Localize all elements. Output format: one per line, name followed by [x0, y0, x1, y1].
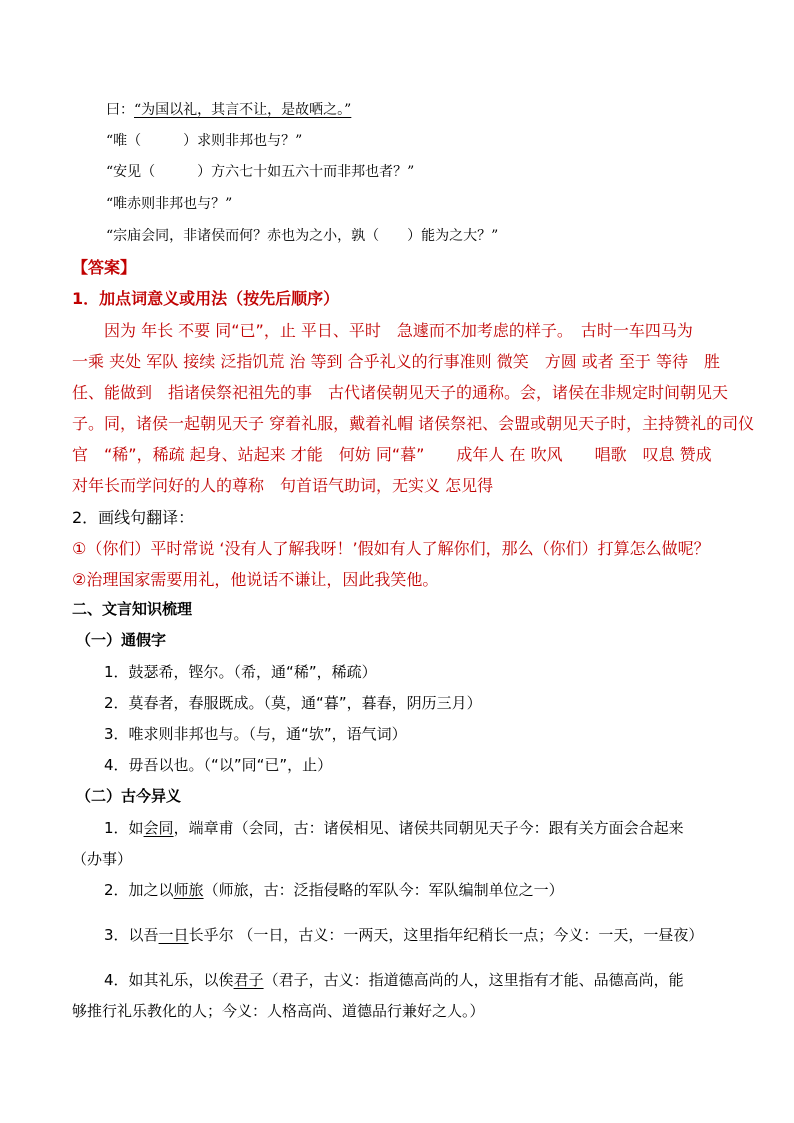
- passage-line-4: “唯赤则非邦也与？”: [106, 196, 233, 212]
- passage-line-5: “宗庙会同，非诸侯而何？赤也为之小，孰（ ）能为之大？”: [106, 228, 499, 244]
- gujin-item-4: 4．如其礼乐，以俟君子（君子，古义：指道德高尚的人，这里指有才能、品德高尚，能: [104, 971, 684, 989]
- tongjia-item-4: 4．毋吾以也。（“以”同“已”，止）: [104, 756, 333, 774]
- gujin-item-1: 1．如会同，端章甫（会同，古：诸侯相见、诸侯共同朝见天子今：跟有关方面会合起来: [104, 819, 684, 837]
- tongjia-title: （一）通假字: [76, 631, 167, 649]
- tongjia-item-2: 2．莫春者，春服既成。（莫，通“暮”，暮春，阴历三月）: [104, 694, 482, 712]
- answer-header: 【答案】: [72, 258, 137, 277]
- gujin-item-1-cont: （办事）: [72, 850, 133, 868]
- answer-section-2-title: 2．画线句翻译：: [72, 508, 195, 527]
- tongjia-item-1: 1．鼓瑟希，铿尔。（希，通“稀”，稀疏）: [104, 663, 377, 681]
- passage-line-1: 曰：“为国以礼，其言不让，是故哂之。”: [106, 102, 352, 118]
- underlined-word: 师旅: [173, 881, 204, 899]
- translation-line-1: ①（你们）平时常说 ‘没有人了解我呀！’假如有人了解你们，那么（你们）打算怎么做呢？: [72, 539, 710, 558]
- passage-line-3: “安见（ ）方六七十如五六十而非邦也者？”: [106, 164, 415, 180]
- answer-1-line-4: 子。同，诸侯一起朝见天子 穿着礼服，戴着礼帽 诸侯祭祀、会盟或朝见天子时，主持赞礼的司仪: [72, 414, 755, 433]
- answer-1-line-3: 任、能做到 指诸侯祭祀祖先的事 古代诸侯朝见天子的通称。会，诸侯在非规定时间朝见天: [72, 383, 729, 402]
- gujin-item-3: 3．以吾一日长乎尔 （一日，古义：一两天，这里指年纪稍长一点；今义：一天，一昼夜）: [104, 926, 704, 944]
- translation-line-2: ②治理国家需要用礼，他说话不谦让，因此我笑他。: [72, 570, 439, 589]
- underlined-sentence: “为国以礼，其言不让，是故哂之。”: [134, 102, 352, 118]
- gujin-title: （二）古今异义: [76, 787, 182, 805]
- tongjia-item-3: 3．唯求则非邦也与。（与，通“欤”，语气词）: [104, 725, 407, 743]
- passage-line-2: “唯（ ）求则非邦也与？”: [106, 133, 303, 149]
- answer-1-line-1: 因为 年长 不要 同“已”，止 平日、平时 急遽而不加考虑的样子。 古时一车四马为: [104, 321, 693, 340]
- answer-section-1-title: 1．加点词意义或用法（按先后顺序）: [72, 289, 340, 308]
- answer-1-line-5: 官 “稀”，稀疏 起身、站起来 才能 何妨 同“暮” 成年人 在 吹风 唱歌 叹息 赞成: [72, 445, 712, 464]
- gujin-item-2: 2．加之以师旅（师旅，古：泛指侵略的军队今：军队编制单位之一）: [104, 881, 564, 899]
- answer-1-line-6: 对年长而学问好的人的尊称 句首语气助词，无实义 怎见得: [72, 476, 494, 495]
- underlined-word: 一日: [158, 926, 189, 944]
- underlined-word: 君子: [233, 971, 264, 989]
- knowledge-title: 二、文言知识梳理: [72, 600, 193, 618]
- gujin-item-4-cont: 够推行礼乐教化的人；今义：人格高尚、道德品行兼好之人。）: [72, 1002, 485, 1020]
- answer-1-line-2: 一乘 夹处 军队 接续 泛指饥荒 治 等到 合乎礼义的行事准则 微笑 方圆 或者 至于 等待 胜: [72, 352, 720, 371]
- underlined-word: 会同: [143, 819, 174, 837]
